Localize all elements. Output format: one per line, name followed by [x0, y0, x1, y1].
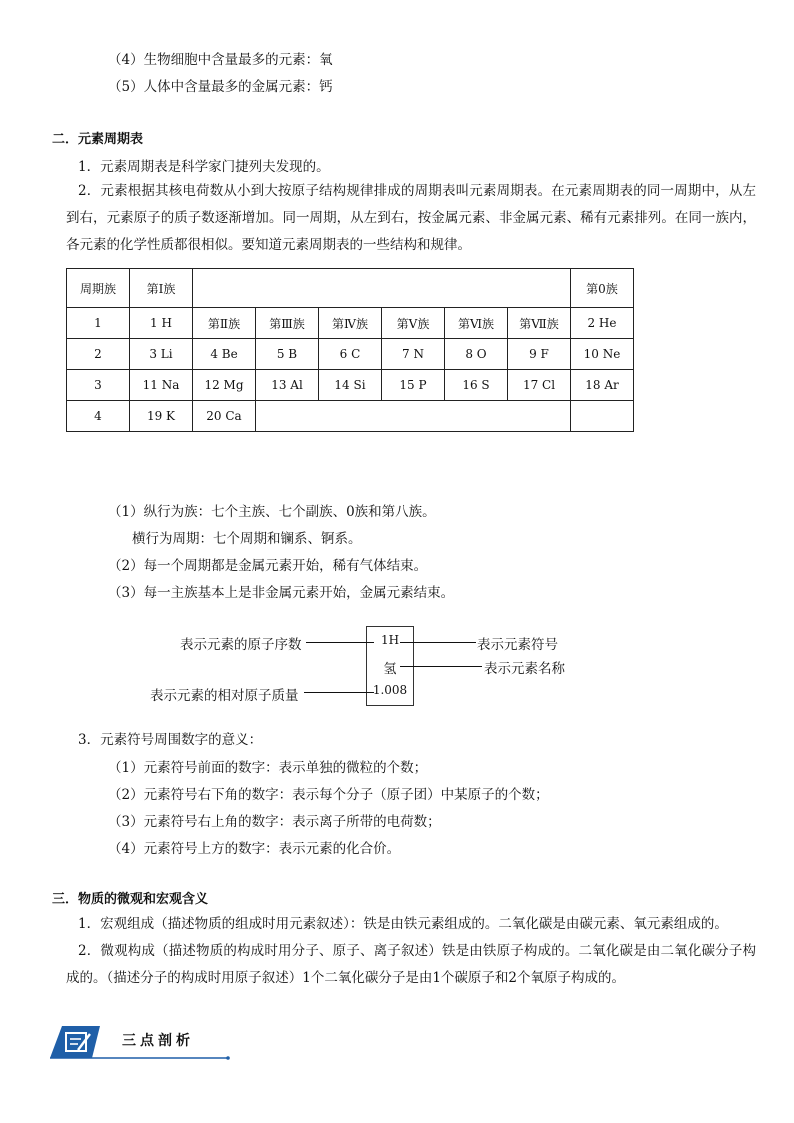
- table-cell: 20 Ca: [193, 401, 256, 432]
- table-cell: 第Ⅳ族: [319, 308, 382, 339]
- section-title: 三．物质的微观和宏观含义: [52, 892, 209, 907]
- paragraph: 1．宏观组成（描述物质的组成时用元素叙述）：铁是由铁元素组成的。二氧化碳是由碳元素、氧元素组成的。: [78, 916, 728, 932]
- table-cell: 16 S: [445, 370, 508, 401]
- table-cell: 9 F: [508, 339, 571, 370]
- note-item: （2）每一个周期都是金属元素开始，稀有气体结束。: [108, 558, 428, 574]
- meaning-item: （4）元素符号上方的数字：表示元素的化合价。: [108, 841, 401, 857]
- meaning-item: （1）元素符号前面的数字：表示单独的微粒的个数；: [108, 760, 428, 776]
- element-mass: 1.008: [372, 683, 408, 697]
- label-atomic-number: 表示元素的原子序数: [180, 637, 302, 653]
- table-cell: 3 Li: [130, 339, 193, 370]
- table-cell: 第Ⅰ族: [130, 269, 193, 308]
- table-row: [67, 269, 634, 308]
- table-cell: 第0族: [571, 269, 634, 308]
- label-atomic-mass: 表示元素的相对原子质量: [150, 688, 299, 704]
- meaning-item: （2）元素符号右下角的数字：表示每个分子（原子团）中某原子的个数；: [108, 787, 549, 803]
- note-item: （1）纵行为族：七个主族、七个副族、0族和第八族。: [108, 504, 436, 520]
- subsection-title: 3．元素符号周围数字的意义：: [78, 732, 263, 748]
- section-banner: [48, 1024, 238, 1068]
- table-cell: 3: [67, 370, 130, 401]
- table-cell: 15 P: [382, 370, 445, 401]
- table-cell: 18 Ar: [571, 370, 634, 401]
- table-cell: 1 H: [130, 308, 193, 339]
- table-cell: 19 K: [130, 401, 193, 432]
- table-cell: 1: [67, 308, 130, 339]
- table-cell: 第Ⅲ族: [256, 308, 319, 339]
- table-cell: 7 N: [382, 339, 445, 370]
- table-cell: 10 Ne: [571, 339, 634, 370]
- connector-line: [306, 642, 374, 643]
- table-cell: 4: [67, 401, 130, 432]
- table-cell: 17 Cl: [508, 370, 571, 401]
- table-row: [67, 308, 634, 339]
- table-cell: 14 Si: [319, 370, 382, 401]
- paragraph: 2．微观构成（描述物质的构成时用分子、原子、离子叙述）铁是由铁原子构成的。二氧化碳是由二氧化碳分子构成的。（描述分子的构成时用原子叙述）1个二氧化碳分子是由1个碳原子和2个氧原子构成的。: [66, 943, 756, 986]
- periodic-table: [66, 268, 634, 432]
- label-symbol: 表示元素符号: [477, 637, 558, 653]
- table-cell: 2 He: [571, 308, 634, 339]
- paragraph: 2．元素根据其核电荷数从小到大按原子结构规律排成的周期表叫元素周期表。在元素周期表的同一周期中，从左到右，元素原子的质子数逐渐增加。同一周期，从左到右，按金属元素、非金属元素、稀有元素排列。在同一族内，各元素的化学性质都很相似。要知道元素周期表的一些结构和规律。: [66, 183, 756, 253]
- paragraph: 1．元素周期表是科学家门捷列夫发现的。: [78, 159, 330, 175]
- table-cell: [256, 401, 571, 432]
- table-cell: 8 O: [445, 339, 508, 370]
- table-cell: 5 B: [256, 339, 319, 370]
- table-cell: 第Ⅶ族: [508, 308, 571, 339]
- note-item: 横行为周期：七个周期和镧系、锕系。: [132, 531, 362, 547]
- table-cell: 第Ⅱ族: [193, 308, 256, 339]
- table-row: [67, 370, 634, 401]
- table-cell: 第Ⅵ族: [445, 308, 508, 339]
- table-cell: 2: [67, 339, 130, 370]
- table-row: [67, 401, 634, 432]
- table-cell: 4 Be: [193, 339, 256, 370]
- table-cell: 6 C: [319, 339, 382, 370]
- table-cell: 周期族: [67, 269, 130, 308]
- connector-line: [304, 692, 374, 693]
- connector-line: [400, 666, 482, 667]
- element-name: 氢: [383, 662, 397, 677]
- table-cell: [193, 269, 571, 308]
- label-name: 表示元素名称: [484, 661, 565, 677]
- meaning-item: （3）元素符号右上角的数字：表示离子所带的电荷数；: [108, 814, 441, 830]
- table-cell: [571, 401, 634, 432]
- element-number-symbol: 1H: [380, 633, 400, 647]
- intro-item: （4）生物细胞中含量最多的元素：氧: [108, 52, 333, 68]
- banner-title: 三点剖析: [122, 1033, 194, 1049]
- table-row: [67, 339, 634, 370]
- table-cell: 第Ⅴ族: [382, 308, 445, 339]
- table-cell: 13 Al: [256, 370, 319, 401]
- connector-line: [400, 642, 476, 643]
- table-cell: 11 Na: [130, 370, 193, 401]
- table-cell: 12 Mg: [193, 370, 256, 401]
- section-title: 二．元素周期表: [52, 132, 144, 147]
- note-item: （3）每一主族基本上是非金属元素开始，金属元素结束。: [108, 585, 455, 601]
- intro-item: （5）人体中含量最多的金属元素：钙: [108, 79, 333, 95]
